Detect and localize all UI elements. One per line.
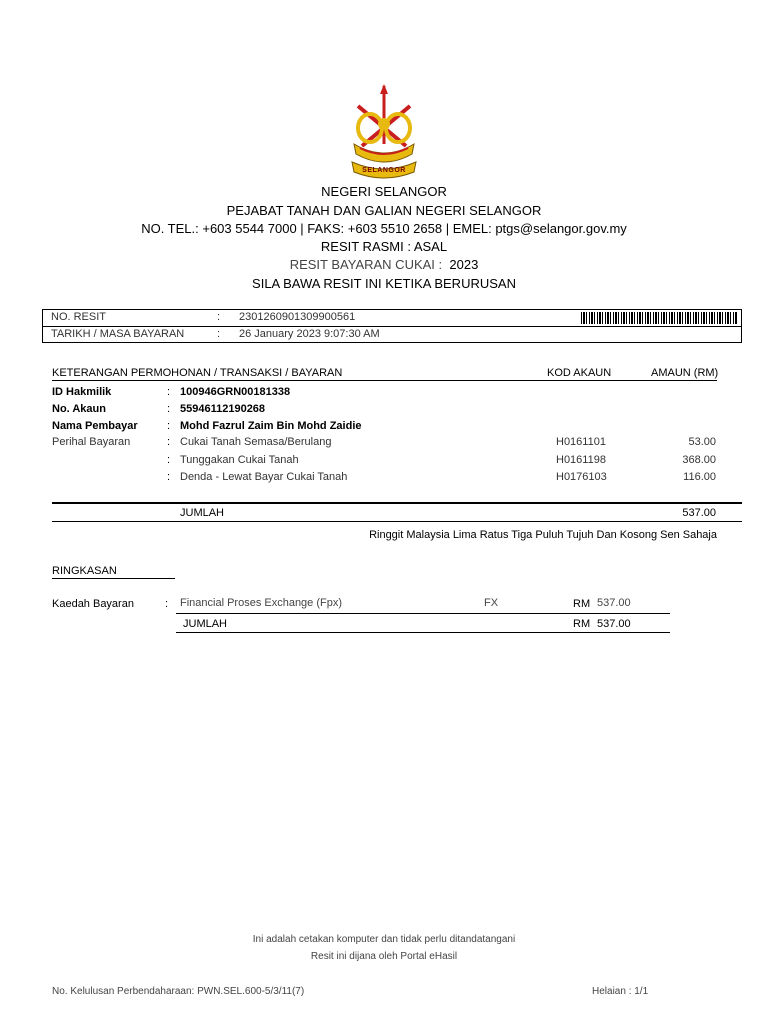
payment-date-label: TARIKH / MASA BAYARAN xyxy=(51,328,185,340)
payment-currency: RM xyxy=(573,598,591,610)
notice-text: SILA BAWA RESIT INI KETIKA BERURUSAN xyxy=(252,276,516,291)
footer-note-portal: Resit ini dijana oleh Portal eHasil xyxy=(310,951,458,962)
payer-name-colon: : xyxy=(167,420,171,432)
item-account-code: H0161101 xyxy=(556,436,606,448)
receipt-title-label: RESIT BAYARAN CUKAI : xyxy=(289,257,443,272)
selangor-crest-logo xyxy=(346,84,422,184)
total-top-border xyxy=(52,502,742,504)
barcode-image xyxy=(581,312,737,324)
summary-title-underline xyxy=(52,578,175,579)
receipt-info-box xyxy=(42,309,742,343)
details-section-header: KETERANGAN PERMOHONAN / TRANSAKSI / BAYARAN xyxy=(52,367,343,379)
footer-note-computer-print: Ini adalah cetakan komputer dan tidak perlu ditandatangani xyxy=(252,934,516,945)
total-bottom-border xyxy=(52,521,742,522)
crest-ribbon-text: SELANGOR xyxy=(362,167,406,174)
receipt-no-value: 2301260901309900561 xyxy=(239,311,356,323)
contact-line: NO. TEL.: +603 5544 7000 | FAKS: +603 5510 2658 | EMEL: ptgs@selangor.gov.my xyxy=(141,221,627,236)
treasury-approval-number: No. Kelulusan Perbendaharaan: PWN.SEL.600-5/3/11(7) xyxy=(52,986,305,997)
payment-for-label: Perihal Bayaran xyxy=(52,436,131,448)
item-colon: : xyxy=(167,471,171,483)
summary-title: RINGKASAN xyxy=(52,565,117,577)
account-code-column-header: KOD AKAUN xyxy=(547,367,612,379)
payment-method-label: Kaedah Bayaran xyxy=(52,598,134,610)
item-amount: 116.00 xyxy=(683,471,716,483)
amount-column-header: AMAUN (RM) xyxy=(651,367,719,379)
item-colon: : xyxy=(167,454,171,466)
page-number: Helaian : 1/1 xyxy=(592,986,649,997)
payment-date-colon: : xyxy=(217,328,221,340)
item-colon: : xyxy=(167,436,171,448)
receipt-year: 2023 xyxy=(449,257,479,272)
summary-total-label: JUMLAH xyxy=(183,618,228,630)
item-description: Tunggakan Cukai Tanah xyxy=(180,454,299,466)
item-amount: 53.00 xyxy=(688,436,716,448)
item-description: Denda - Lewat Bayar Cukai Tanah xyxy=(180,471,348,483)
payment-method-colon: : xyxy=(165,598,169,610)
office-name: PEJABAT TANAH DAN GALIAN NEGERI SELANGOR xyxy=(226,203,542,218)
account-no-label: No. Akaun xyxy=(52,403,106,415)
payment-method-code: FX xyxy=(484,597,499,609)
item-description: Cukai Tanah Semasa/Berulang xyxy=(180,436,332,448)
payer-name-label: Nama Pembayar xyxy=(52,420,138,432)
account-no-value: 55946112190268 xyxy=(180,403,266,415)
state-name: NEGERI SELANGOR xyxy=(321,184,447,199)
payment-method-value: Financial Proses Exchange (Fpx) xyxy=(180,597,343,609)
summary-row-divider xyxy=(176,613,670,614)
title-id-colon: : xyxy=(167,386,171,398)
amount-in-words: Ringgit Malaysia Lima Ratus Tiga Puluh Tujuh Dan Kosong Sen Sahaja xyxy=(369,529,717,541)
title-id-label: ID Hakmilik xyxy=(52,386,112,398)
title-id-value: 100946GRN00181338 xyxy=(180,386,291,398)
receipt-info-divider xyxy=(43,326,741,327)
summary-total-underline xyxy=(176,632,670,633)
summary-total-currency: RM xyxy=(573,618,591,630)
item-amount: 368.00 xyxy=(682,454,716,466)
item-account-code: H0176103 xyxy=(556,471,607,483)
receipt-title xyxy=(0,257,768,272)
payment-date-value: 26 January 2023 9:07:30 AM xyxy=(239,328,380,340)
summary-total-amount: 537.00 xyxy=(597,618,631,630)
receipt-no-label: NO. RESIT xyxy=(51,311,107,323)
receipt-no-colon: : xyxy=(217,311,221,323)
item-account-code: H0161198 xyxy=(556,454,606,466)
total-amount: 537.00 xyxy=(682,507,716,519)
account-no-colon: : xyxy=(167,403,171,415)
payer-name-value: Mohd Fazrul Zaim Bin Mohd Zaidie xyxy=(180,420,362,432)
total-label: JUMLAH xyxy=(180,507,225,519)
receipt-type: RESIT RASMI : ASAL xyxy=(320,239,448,254)
payment-method-amount: 537.00 xyxy=(597,597,631,609)
details-header-underline xyxy=(52,380,717,381)
